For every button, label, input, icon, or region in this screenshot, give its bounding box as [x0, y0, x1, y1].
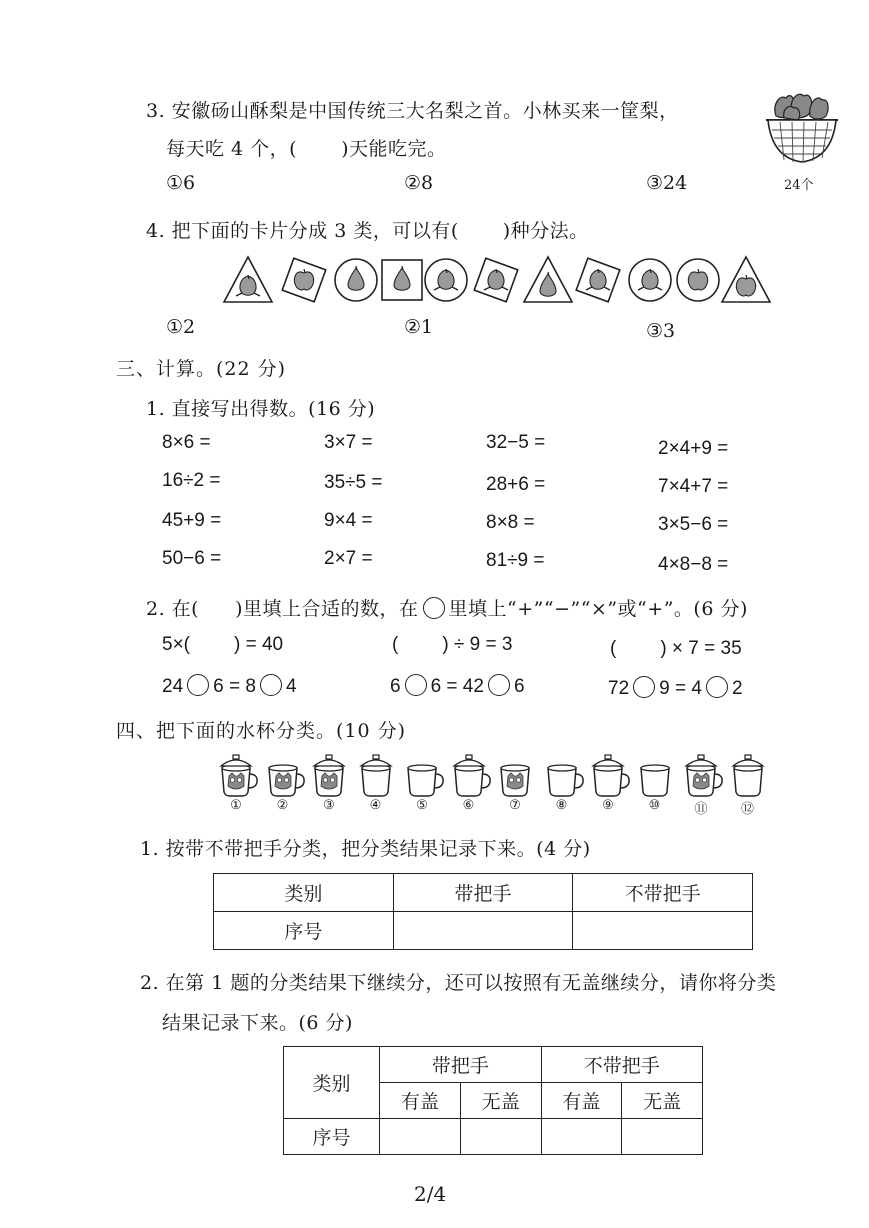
- card-circle-peach: [624, 254, 676, 306]
- cup-2-icon: [263, 752, 307, 798]
- fill-2-1-c: 4: [285, 676, 297, 698]
- fill-2-3-circle-1[interactable]: [633, 676, 655, 698]
- cup-4-number: ④: [369, 798, 382, 813]
- card-circle-peach: [420, 254, 472, 306]
- section4-sub2-line2: 结果记录下来。(6 分): [162, 1012, 353, 1034]
- table2-row-label: 序号: [284, 1119, 380, 1155]
- q3-line1: 3. 安徽砀山酥梨是中国传统三大名梨之首。小林买来一筐梨，: [146, 100, 679, 122]
- calc-2-1[interactable]: 16÷2 =: [162, 470, 221, 491]
- cup-8-icon: [542, 752, 586, 798]
- card-triangle-apple: [720, 254, 772, 306]
- table2-header-with-handle: 带把手: [380, 1047, 541, 1083]
- table1-header-category: 类别: [214, 874, 394, 912]
- cup-1-icon: [216, 752, 260, 798]
- cup-7-icon: [495, 752, 539, 798]
- circle-blank-icon: [423, 597, 445, 619]
- fill-2-1-circle-1[interactable]: [187, 674, 209, 696]
- table2-sub-nolid-1: 无盖: [460, 1083, 541, 1119]
- cup-9-number: ⑨: [602, 798, 614, 813]
- cup-9-icon: [588, 752, 632, 798]
- section3-title: 三、计算。(22 分): [116, 358, 287, 380]
- calc-1-2[interactable]: 3×7 =: [324, 432, 373, 453]
- q3-line2-a: 每天吃 4 个，(: [166, 138, 298, 160]
- fill-1-1-post: ) = 40: [234, 634, 284, 655]
- cup-2-number: ②: [276, 798, 289, 813]
- card-diamond-apple: [278, 254, 330, 306]
- fill-1-2-pre: (: [392, 634, 399, 655]
- cup-6-number: ⑥: [462, 798, 475, 813]
- cup-1-number: ①: [230, 798, 242, 813]
- q3-option-3[interactable]: ③24: [646, 172, 688, 194]
- sub2-part-b: )里填上合适的数，在: [235, 598, 419, 620]
- calc-3-4[interactable]: 3×5−6 =: [658, 514, 729, 535]
- fill-2-1-circle-2[interactable]: [260, 674, 282, 696]
- fill-2-2-circle-1[interactable]: [405, 674, 427, 696]
- calc-1-3[interactable]: 32−5 =: [486, 432, 546, 453]
- calc-1-4[interactable]: 2×4+9 =: [658, 438, 729, 459]
- calc-4-1[interactable]: 50−6 =: [162, 548, 222, 569]
- q4-option-2[interactable]: ②1: [404, 316, 434, 338]
- cup-5-number: ⑤: [416, 798, 428, 813]
- classification-table-2: [283, 1046, 703, 1155]
- cup-3-icon: [309, 752, 353, 798]
- table2-sub-nolid-2: 无盖: [622, 1083, 703, 1119]
- section4-sub2-line1: 2. 在第 1 题的分类结果下继续分，还可以按照有无盖继续分，请你将分类: [140, 972, 777, 994]
- q4-line: [146, 216, 589, 243]
- fill-2-2-c: 6: [513, 676, 525, 698]
- calc-2-2[interactable]: 35÷5 =: [324, 472, 383, 493]
- section3-sub2: [146, 594, 748, 621]
- card-diamond-peach: [572, 254, 624, 306]
- fill-2-2: [390, 676, 525, 698]
- fill-2-3-c: 2: [731, 678, 743, 700]
- q3-option-1[interactable]: ①6: [166, 172, 196, 194]
- cup-10-number: ⑩: [648, 798, 661, 813]
- calc-4-3[interactable]: 81÷9 =: [486, 550, 545, 571]
- page-number: 2/4: [414, 1182, 447, 1206]
- table1-row-label: 序号: [214, 912, 394, 950]
- fill-2-3-b: 9 = 4: [659, 678, 702, 700]
- pear-basket-image: [762, 86, 842, 176]
- cup-11-icon: [681, 752, 725, 798]
- q3-option-2[interactable]: ②8: [404, 172, 434, 194]
- fill-2-2-a: 6: [390, 676, 401, 698]
- card-circle-pear: [330, 254, 382, 306]
- calc-4-2[interactable]: 2×7 =: [324, 548, 373, 569]
- table2-header-category: 类别: [284, 1047, 380, 1119]
- fill-1-2: [392, 634, 512, 656]
- q3-line2-b: )天能吃完。: [341, 138, 447, 160]
- fill-2-2-circle-2[interactable]: [488, 674, 510, 696]
- calc-1-1[interactable]: 8×6 =: [162, 432, 211, 453]
- calc-3-3[interactable]: 8×8 =: [486, 512, 535, 533]
- fill-1-2-post: ) ÷ 9 = 3: [442, 634, 513, 655]
- cup-12-number: ⑫: [740, 802, 754, 817]
- section4-title: 四、把下面的水杯分类。(10 分): [116, 720, 407, 742]
- calc-3-1[interactable]: 45+9 =: [162, 510, 222, 531]
- q4-option-3[interactable]: ③3: [646, 320, 676, 342]
- table2-cell-1[interactable]: [380, 1119, 461, 1155]
- q4-option-1[interactable]: ①2: [166, 316, 196, 338]
- fill-1-1-pre: 5×(: [162, 634, 190, 655]
- fill-2-1-a: 24: [162, 676, 184, 698]
- card-triangle-peach: [222, 254, 274, 306]
- fill-1-1: [162, 634, 283, 656]
- table1-header-with-handle: 带把手: [393, 874, 573, 912]
- card-diamond-peach: [470, 254, 522, 306]
- table2-cell-4[interactable]: [622, 1119, 703, 1155]
- q3-line2: [166, 134, 447, 161]
- basket-label: 24个: [784, 178, 814, 193]
- cup-3-number: ③: [323, 798, 335, 813]
- section3-sub1: 1. 直接写出得数。(16 分): [146, 398, 376, 420]
- table2-header-without-handle: 不带把手: [541, 1047, 702, 1083]
- table1-cell-with-handle[interactable]: [393, 912, 573, 950]
- table2-cell-3[interactable]: [541, 1119, 622, 1155]
- card-triangle-pear: [522, 254, 574, 306]
- calc-4-4[interactable]: 4×8−8 =: [658, 554, 729, 575]
- cup-7-number: ⑦: [509, 798, 521, 813]
- section4-sub1: 1. 按带不带把手分类，把分类结果记录下来。(4 分): [140, 838, 591, 860]
- cup-11-number: ⑪: [694, 802, 708, 817]
- table2-sub-lid-2: 有盖: [541, 1083, 622, 1119]
- table2-cell-2[interactable]: [460, 1119, 541, 1155]
- q4-line-a: 4. 把下面的卡片分成 3 类，可以有(: [146, 220, 459, 242]
- table1-cell-without-handle[interactable]: [573, 912, 753, 950]
- cup-5-icon: [402, 752, 446, 798]
- cup-6-icon: [449, 752, 493, 798]
- fill-2-3: [608, 678, 743, 700]
- fill-2-1: [162, 676, 297, 698]
- calc-2-4[interactable]: 7×4+7 =: [658, 476, 729, 497]
- fill-2-2-b: 6 = 42: [430, 676, 484, 698]
- fill-2-3-circle-2[interactable]: [706, 676, 728, 698]
- table1-header-without-handle: 不带把手: [573, 874, 753, 912]
- cup-4-icon: [356, 752, 400, 798]
- q4-line-b: )种分法。: [502, 220, 589, 242]
- cup-8-number: ⑧: [555, 798, 568, 813]
- fill-2-1-b: 6 = 8: [213, 676, 256, 698]
- fill-1-3-pre: (: [610, 638, 617, 659]
- fill-2-3-a: 72: [608, 678, 630, 700]
- card-circle-apple: [672, 254, 724, 306]
- calc-2-3[interactable]: 28+6 =: [486, 474, 546, 495]
- calc-3-2[interactable]: 9×4 =: [324, 510, 373, 531]
- sub2-part-c: 里填上“+”“−”“×”或“+”。(6 分): [448, 598, 748, 620]
- fill-1-3-post: ) × 7 = 35: [660, 638, 742, 659]
- sub2-part-a: 2. 在(: [146, 598, 200, 620]
- cup-12-icon: [728, 752, 772, 798]
- table2-sub-lid-1: 有盖: [380, 1083, 461, 1119]
- fill-1-3: [610, 638, 742, 660]
- cup-10-icon: [635, 752, 679, 798]
- classification-table-1: [213, 873, 753, 950]
